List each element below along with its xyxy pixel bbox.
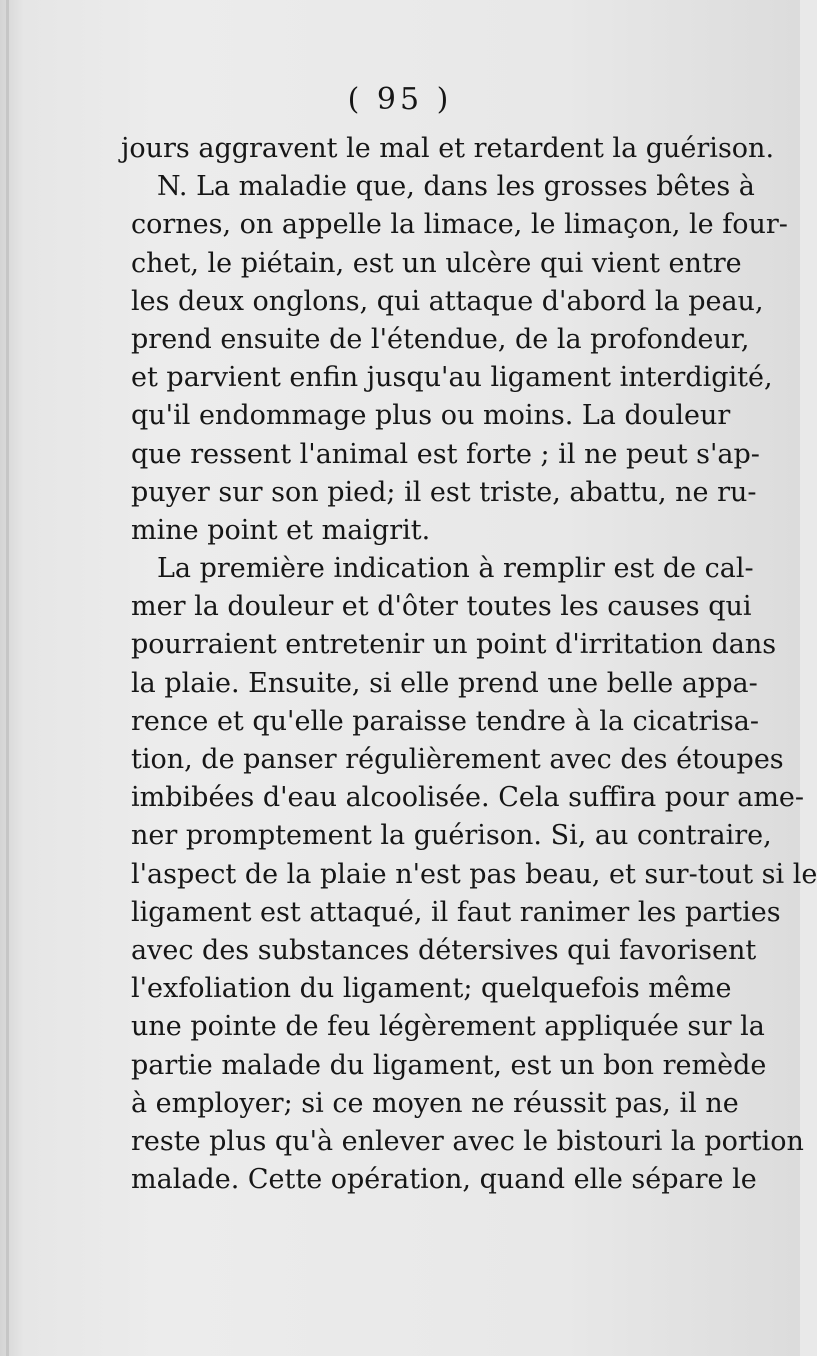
text-line: jours aggravent le mal et retardent la guérison.: [121, 133, 775, 164]
text-line: reste plus qu'à enlever avec le bistouri la portion: [131, 1125, 804, 1157]
text-line: à employer; si ce moyen ne réussit pas, il ne: [131, 1087, 739, 1119]
text-line: qu'il endommage plus ou moins. La douleur: [131, 400, 731, 432]
text-line: puyer sur son pied; il est triste, abattu, ne ru-: [131, 476, 757, 508]
text-line: avec des substances détersives qui favorisent: [131, 934, 757, 966]
text-line: l'exfoliation du ligament; quelquefois même: [131, 973, 732, 1005]
text-line: malade. Cette opération, quand elle sépare le: [131, 1164, 757, 1196]
page-number: ( 95 ): [347, 82, 453, 117]
text-line: les deux onglons, qui attaque d'abord la peau,: [131, 285, 764, 317]
text-line: la plaie. Ensuite, si elle prend une belle appa-: [131, 667, 758, 699]
body-text: [121, 130, 817, 1199]
text-line: mine point et maigrit.: [131, 514, 431, 546]
text-line: l'aspect de la plaie n'est pas beau, et sur-tout si le: [131, 858, 817, 890]
text-line: et parvient enfin jusqu'au ligament interdigité,: [131, 362, 773, 394]
text-line: ner promptement la guérison. Si, au contraire,: [131, 820, 772, 852]
text-line: chet, le piétain, est un ulcère qui vient entre: [131, 247, 742, 279]
text-line: que ressent l'animal est forte ; il ne peut s'ap-: [131, 438, 760, 470]
text-line: La première indication à remplir est de cal-: [157, 553, 754, 585]
text-line: cornes, on appelle la limace, le limaçon, le four-: [131, 209, 788, 241]
text-line: tion, de panser régulièrement avec des étoupes: [131, 744, 784, 775]
text-line: mer la douleur et d'ôter toutes les causes qui: [131, 591, 752, 623]
text-line: ligament est attaqué, il faut ranimer les parties: [131, 896, 781, 928]
text-line: prend ensuite de l'étendue, de la profondeur,: [131, 323, 750, 355]
text-line: N. La maladie que, dans les grosses bêtes à: [157, 171, 755, 203]
text-line: une pointe de feu légèrement appliquée sur la: [131, 1011, 765, 1043]
text-line: pourraient entretenir un point d'irritation dans: [131, 629, 777, 661]
page-gutter-shadow: [6, 0, 9, 1356]
text-line: rence et qu'elle paraisse tendre à la cicatrisa-: [131, 705, 759, 737]
text-line: imbibées d'eau alcoolisée. Cela suffira pour ame-: [131, 782, 805, 814]
text-line: partie malade du ligament, est un bon remède: [131, 1049, 767, 1081]
